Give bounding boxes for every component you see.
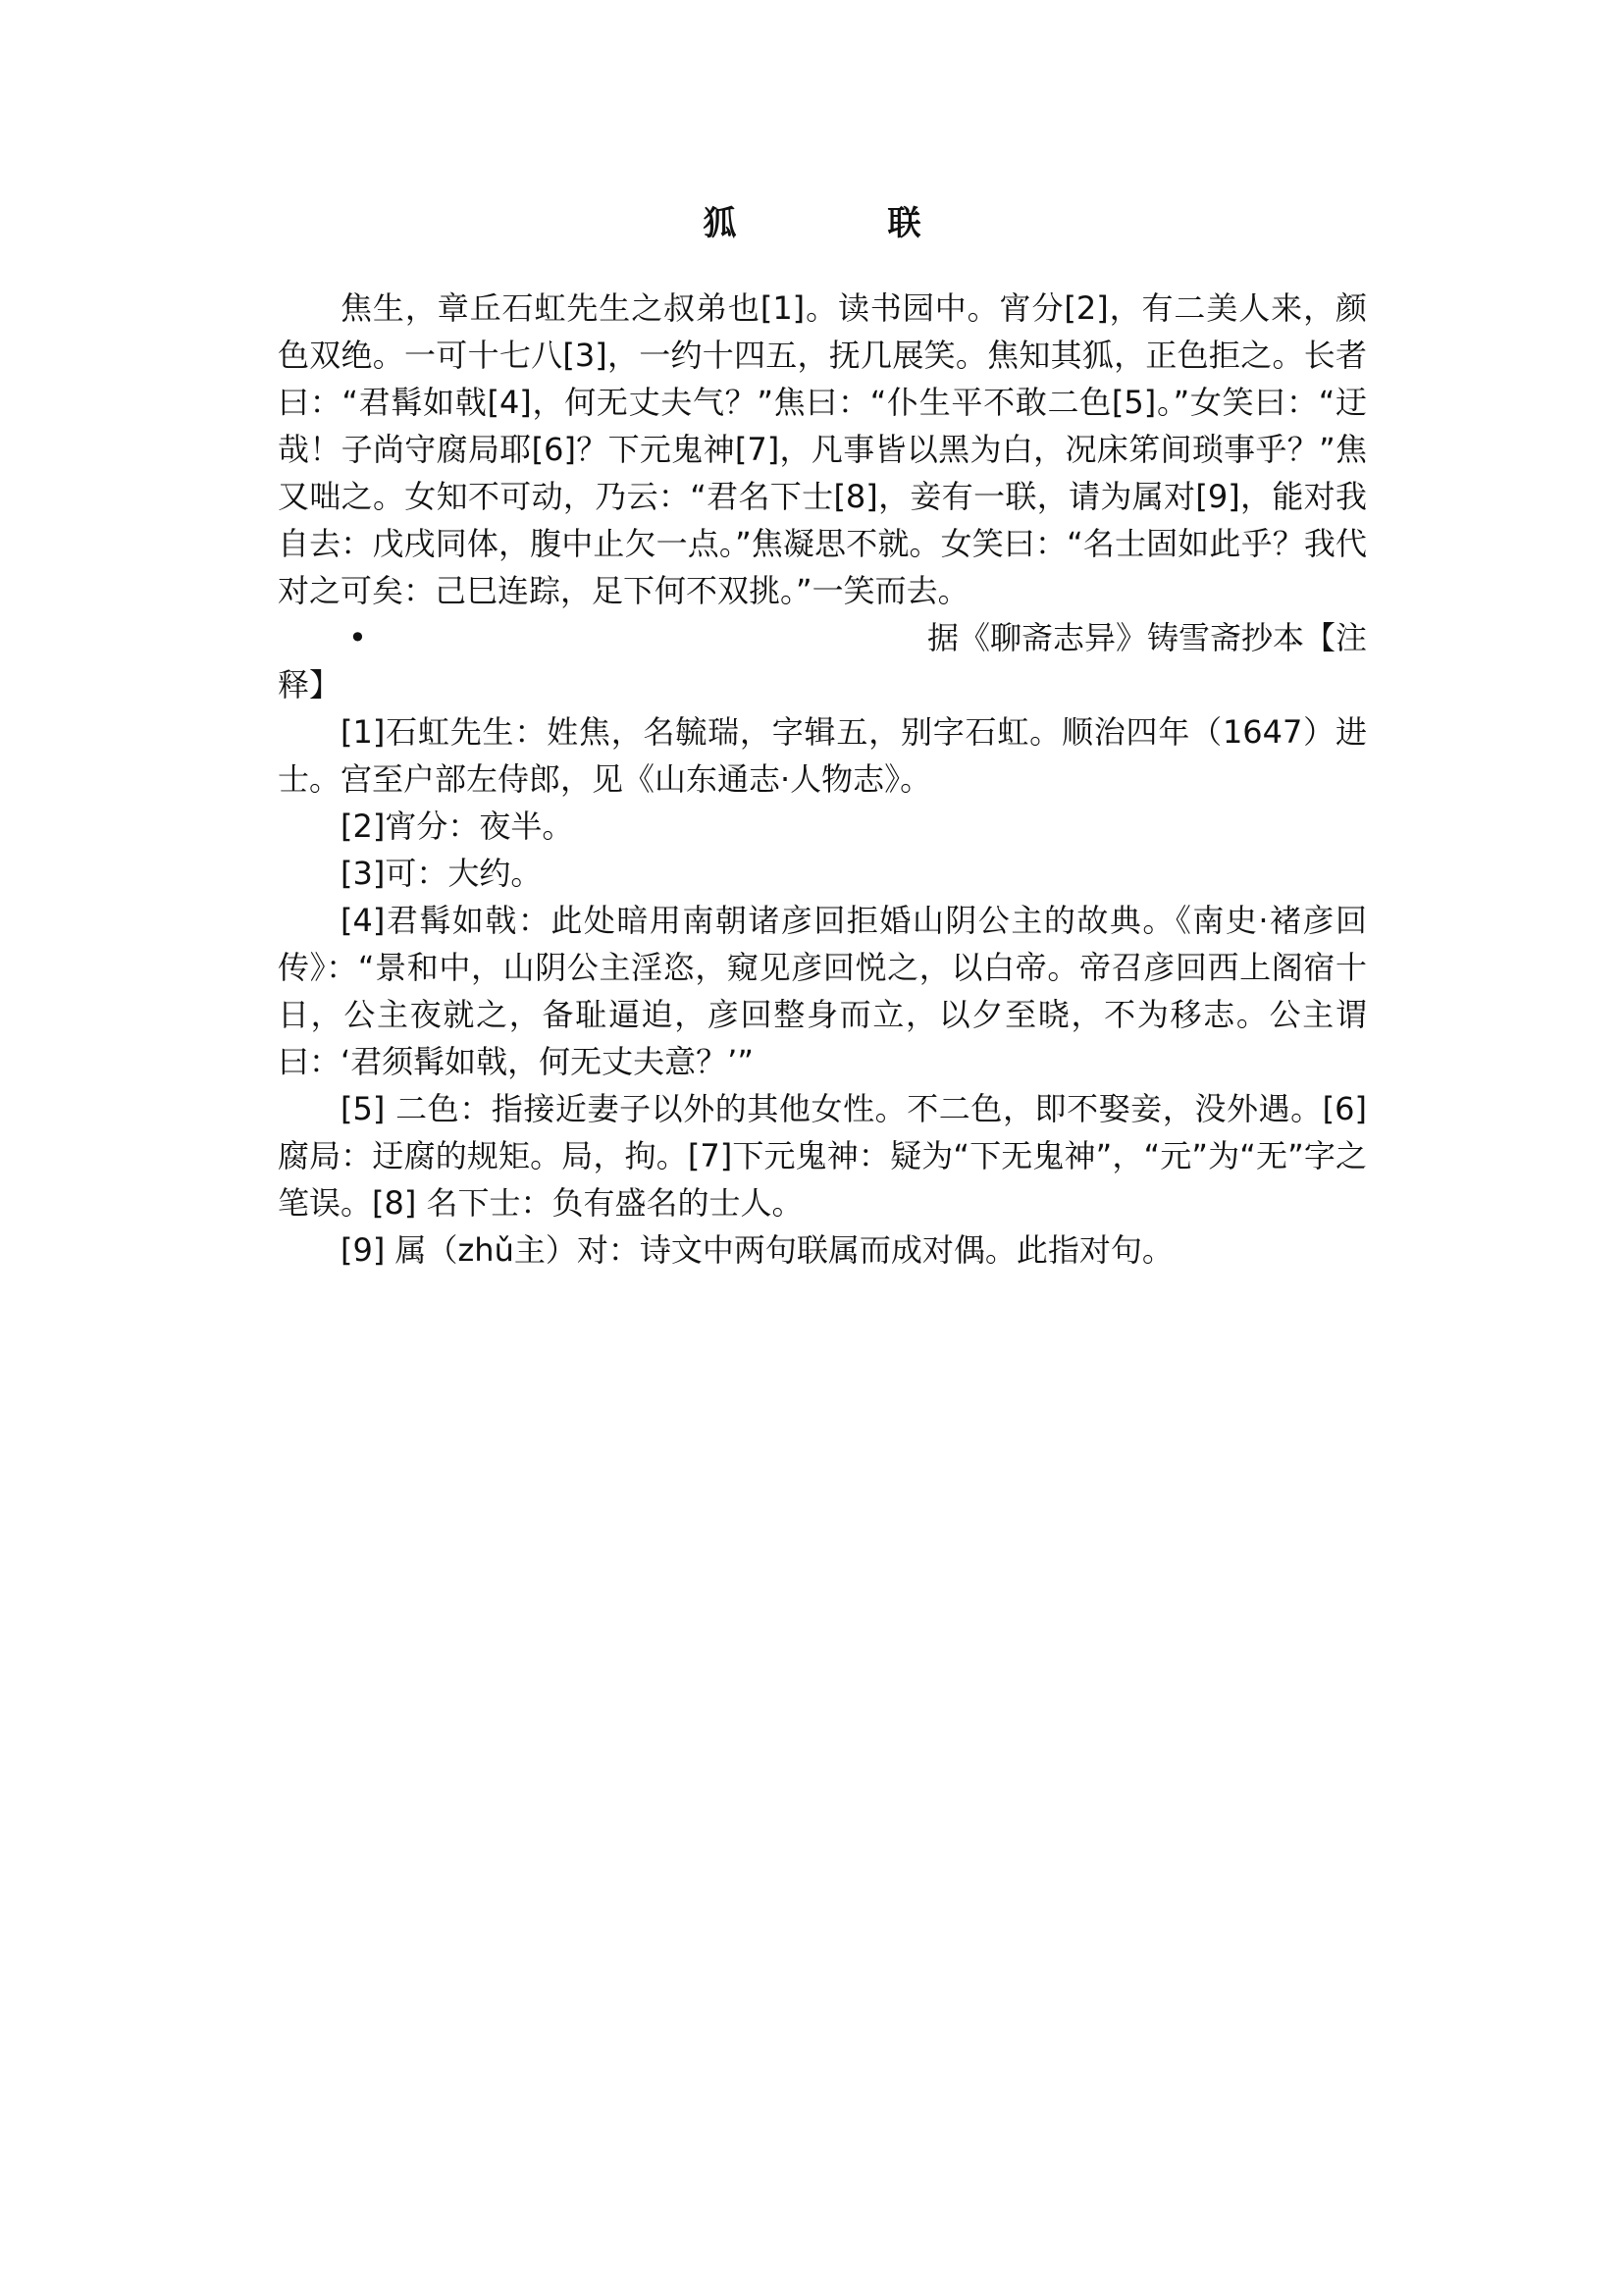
note-4: [4]君髯如戟：此处暗用南朝诸彦回拒婚山阴公主的故典。《南史·褚彦回传》：“景和中，山阴公主淫恣，窥见彦回悦之，以白帝。帝召彦回西上阁宿十日，公主夜就之，备耻逼迫，彦回整身而立，以夕至晓，不为移志。公主谓曰：‘君须髯如戟，何无丈夫意？’” xyxy=(278,902,1367,1080)
note-9: [9] 属（zhǔ主）对：诗文中两句联属而成对偶。此指对句。 xyxy=(341,1231,1174,1269)
page-title: 狐 联 xyxy=(703,204,980,243)
source-line xyxy=(278,614,1367,661)
note-3: [3]可：大约。 xyxy=(341,855,543,892)
note-5-8: [5] 二色：指接近妻子以外的其他女性。不二色，即不娶妾，没外遇。[6] 腐局：迂腐的规矩。局，拘。[7]下元鬼神：疑为“下无鬼神”，“元”为“无”字之笔误。[8] 名下士：负有盛名的士人。 xyxy=(278,1090,1367,1222)
document-body xyxy=(278,285,1367,1274)
note-1: [1]石虹先生：姓焦，名毓瑞，字辑五，别字石虹。顺治四年（1647）进士。宫至户部左侍郎，见《山东通志·人物志》。 xyxy=(278,713,1367,798)
bullet-mark: • xyxy=(348,619,367,656)
story-paragraph: 焦生，章丘石虹先生之叔弟也[1]。读书园中。宵分[2]，有二美人来，颜色双绝。一可十七八[3]，一约十四五，抚几展笑。焦知其狐，正色拒之。长者曰：“君髯如戟[4]，何无丈夫气？”焦曰：“仆生平不敢二色[5]。”女笑曰：“迂哉！子尚守腐局耶[6]？下元鬼神[7]，凡事皆以黑为白，况床笫间琐事乎？”焦又咄之。女知不可动，乃云：“君名下士[8]，妾有一联，请为属对[9]，能对我自去：戊戌同体，腹中止欠一点。”焦凝思不就。女笑曰：“名士固如此乎？我代对之可矣：己巳连踪，足下何不双挑。”一笑而去。 xyxy=(278,289,1367,609)
source-citation: 据《聊斋志异》铸雪斋抄本【注 xyxy=(926,619,1367,656)
note-2: [2]宵分：夜半。 xyxy=(341,808,574,845)
source-continuation: 释】 xyxy=(278,666,341,704)
